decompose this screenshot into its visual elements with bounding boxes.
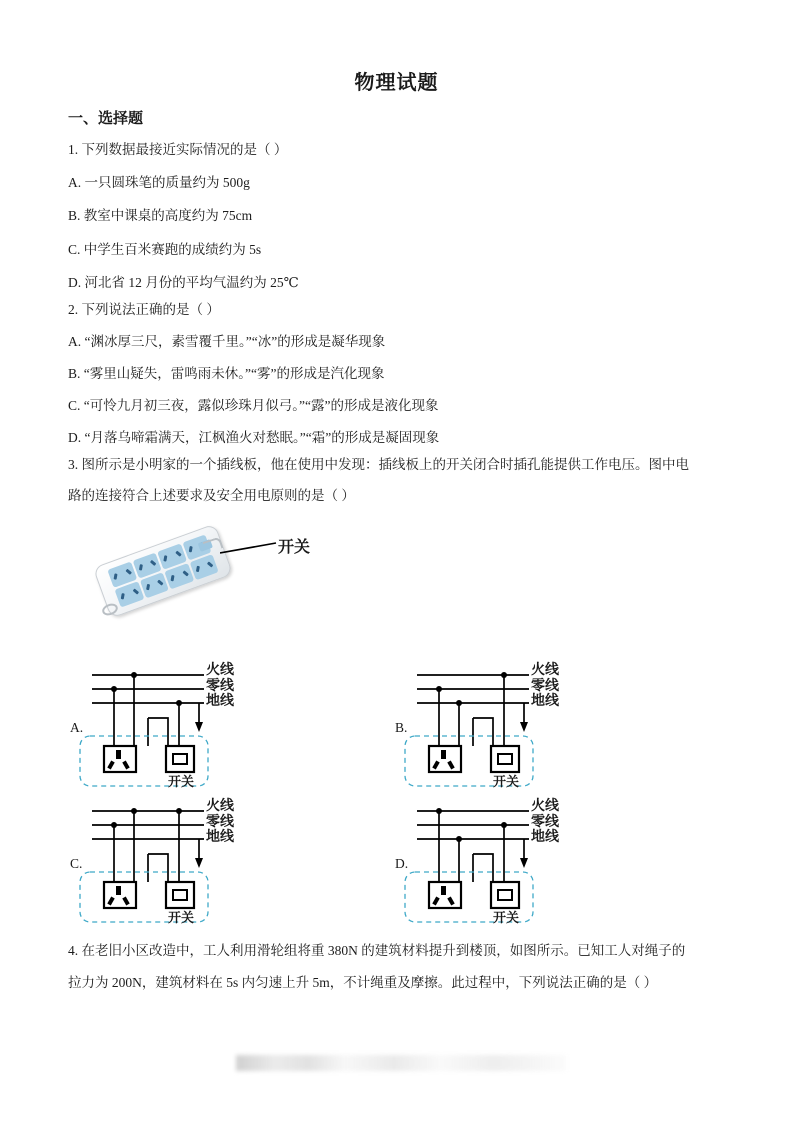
circuit-choice-b-bus-labels [531,663,559,710]
page-watermark [236,1055,566,1071]
question-4-stem-line1: 4. 在老旧小区改造中，工人利用滑轮组将重 380N 的建筑材料提升到楼顶，如图所示。已知工人对绳子的 [68,943,686,958]
bus-label-neutral: 零线 [206,678,234,694]
question-3-stem-line2: 路的连接符合上述要求及安全用电原则的是（ ） [68,488,355,503]
question-1-option-c: C. 中学生百米赛跑的成绩约为 5s [68,242,262,257]
question-2-option-d: D. “月落乌啼霜满天，江枫渔火对愁眠。”“霜”的形成是凝固现象 [68,430,440,445]
bus-label-neutral: 零线 [531,678,559,694]
power-strip-figure [92,520,362,625]
bus-label-live: 火线 [206,663,234,678]
circuit-choice-a-letter: A. [70,720,84,735]
circuit-choice-b [391,658,691,806]
circuit-choice-a-bus-labels [206,663,234,710]
question-1-stem: 1. 下列数据最接近实际情况的是（ ） [68,142,288,157]
bus-label-neutral: 零线 [206,814,234,830]
section-heading: 一、选择题 [68,111,144,127]
power-strip-switch-callout-label: 开关 [278,539,311,556]
question-4-stem-line2: 拉力为 200N，建筑材料在 5s 内匀速上升 5m，不计绳重及摩擦。此过程中，下列说法正确的是（ ） [68,975,658,990]
question-2-stem: 2. 下列说法正确的是（ ） [68,302,220,317]
circuit-choice-c-bus-labels [206,799,234,846]
circuit-choice-d-switch-caption: 开关 [493,910,520,925]
circuit-choice-d-bus-labels [531,799,559,846]
question-2-option-c: C. “可怜九月初三夜，露似珍珠月似弓。”“露”的形成是液化现象 [68,398,439,413]
question-1-option-b: B. 教室中课桌的高度约为 75cm [68,208,253,223]
question-1-option-d: D. 河北省 12 月份的平均气温约为 25℃ [68,275,299,290]
circuit-choice-b-letter: B. [395,720,408,735]
question-1-option-a: A. 一只圆珠笔的质量约为 500g [68,175,250,190]
circuit-choice-a-switch-caption: 开关 [168,774,195,789]
circuit-choice-d [391,794,691,942]
circuit-choice-c-switch-caption: 开关 [168,910,195,925]
callout-leader-line [220,542,280,554]
circuit-choice-a [66,658,366,806]
bus-label-live: 火线 [531,663,559,678]
bus-label-ground: 地线 [531,694,559,709]
bus-label-live: 火线 [531,799,559,814]
circuit-choice-d-letter: D. [395,856,409,871]
question-2-option-a: A. “渊冰厚三尺，素雪覆千里。”“冰”的形成是凝华现象 [68,334,386,349]
bus-label-ground: 地线 [531,830,559,845]
circuit-choice-c-letter: C. [70,856,83,871]
page-title: 物理试题 [354,72,439,94]
circuit-choice-c [66,794,366,942]
bus-label-neutral: 零线 [531,814,559,830]
circuit-choice-b-switch-caption: 开关 [493,774,520,789]
question-2-option-b: B. “雾里山疑失，雷鸣雨未休。”“雾”的形成是汽化现象 [68,366,385,381]
bus-label-live: 火线 [206,799,234,814]
question-3-stem-line1: 3. 图所示是小明家的一个插线板，他在使用中发现：插线板上的开关闭合时插孔能提供工作电压。图中电 [68,457,689,472]
bus-label-ground: 地线 [206,830,234,845]
bus-label-ground: 地线 [206,694,234,709]
